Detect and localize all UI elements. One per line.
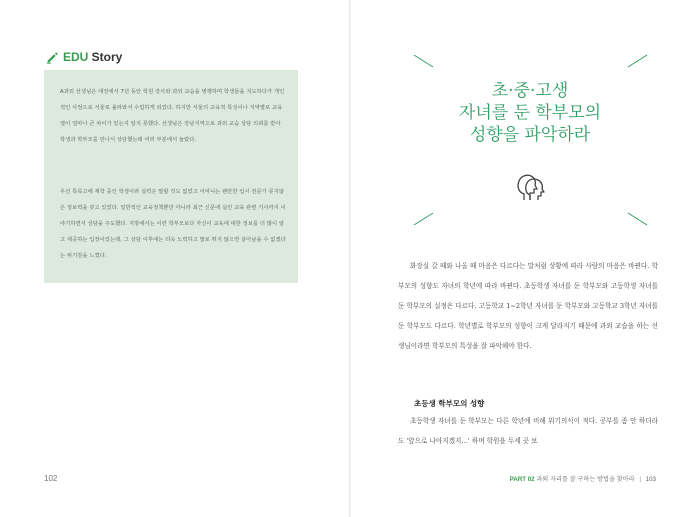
section-heading: 초등생 학부모의 성향: [414, 399, 485, 408]
title-line-2: 자녀를 둔 학부모의: [458, 103, 602, 123]
intro-paragraph: 화장실 갈 때와 나올 때 마음은 다르다는 말처럼 상황에 따라 사람의 마음은 바뀐다. 학부모의 성향도 자녀의 학년에 따라 바뀐다. 초등학생 자녀를 둔 학부모와 고등학생 자녀를 둔 학부모의 실정은 다르다. 고등학교 1~2학년 자녀를 둔 학부모와 고등학교 3학년 자녀를 둔 학부모도 다르다. 학년별로 학부모의 성향이 크게 달라지기 때문에 과외 교습을 하는 선생님이라면 학부모의 특성을 잘 파악해야 한다.: [398, 262, 658, 350]
edu-story-brand: [46, 50, 122, 64]
corner-deco-bottom-right: [626, 212, 648, 226]
title-line-1: 초·중·고생: [491, 81, 569, 101]
corner-deco-top-left: [413, 54, 435, 68]
pencil-icon: [46, 51, 59, 64]
footer-separator: |: [639, 476, 641, 483]
brand-edu-text: EDU: [63, 50, 89, 64]
page-number-left: 102: [44, 474, 58, 483]
page-gutter: [349, 0, 351, 517]
story-paragraph-1: A과외 선생님은 대전에서 7년 동안 학원 강사와 과외 교습을 병행하며 학생들을 지도하다가 개인적인 사정으로 서울로 올라와서 수업하게 되었다. 하지만 서울의 교육적 특성이나 지역별로 교육열이 얼마나 큰 차이가 있는지 알지 못했다. 선생님은 강남지역으로 과외 교습 상담 의뢰를 받아 학생과 학부모를 만나서 상담했는데 여러 부분에서 놀랐다.: [60, 89, 285, 143]
footer-part: PART 02: [509, 476, 535, 483]
chapter-title: [430, 80, 630, 146]
title-line-3: 성향을 파악하라: [469, 125, 591, 145]
story-paragraph-2: 우선 특목고에 재학 중인 학생이라 실력은 말할 것도 없었고 어머니는 웬만한 입시 전문가 못지않은 정보력을 갖고 있었다. 일반적인 교육정책뿐만 아니라 최근 신문에 실린 교육 관련 기사까지 이야기하면서 상담을 주도했다. 지방에서는 이런 학부모보다 자신이 교육에 대한 정보를 더 많이 알고 제공하는 입장이었는데, 그 상담 이후에는 더욱 노력하고 발로 뛰지 않으면 살아남을 수 없겠다는 위기감을 느꼈다.: [60, 189, 286, 259]
footer-chapter: 과외 자리를 잘 구하는 방법을 찾아라: [536, 476, 635, 483]
corner-deco-bottom-left: [413, 212, 435, 226]
two-heads-icon: [513, 172, 547, 204]
brand-story-text: Story: [88, 50, 123, 64]
section-paragraph: 초등학생 자녀를 둔 학부모는 다른 학년에 비해 위기의식이 적다. 공부를 좀 안 하더라도 '앞으로 나아지겠지…' 하며 학원을 두세 곳 보: [398, 417, 658, 445]
running-footer: [510, 474, 656, 483]
edu-story-box: [44, 70, 298, 283]
page-number-right: 103: [645, 476, 656, 483]
corner-deco-top-right: [626, 54, 648, 68]
